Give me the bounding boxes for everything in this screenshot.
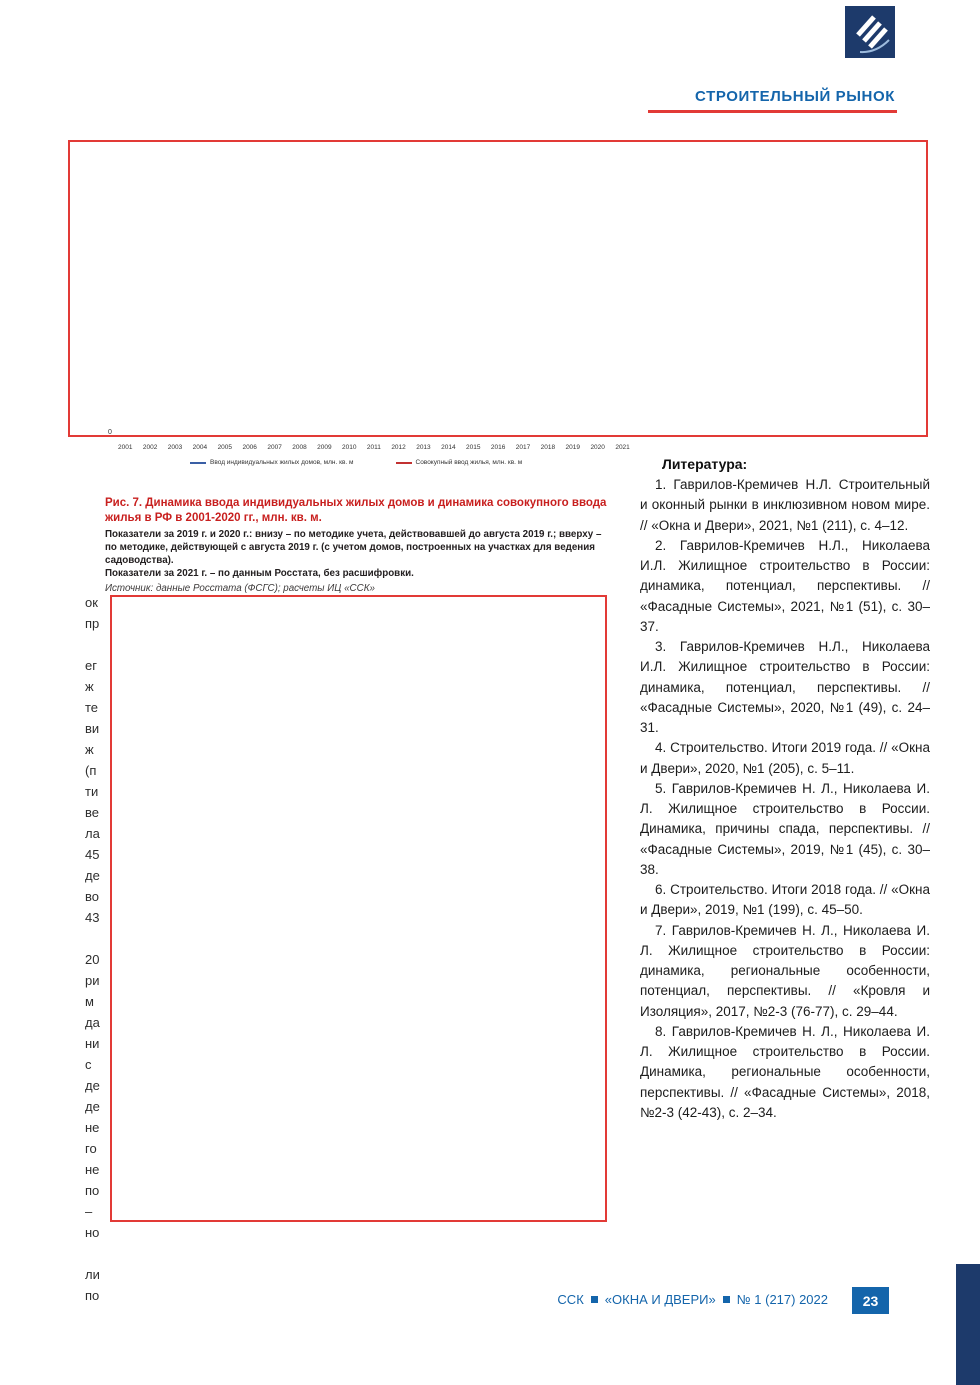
body-text-line-fragment: де (85, 1078, 100, 1093)
body-text-line-fragment: те (85, 700, 99, 715)
body-text-line-fragment: де (85, 868, 100, 883)
body-text-line-fragment: с (85, 1057, 92, 1072)
x-axis-tick-label: 2009 (317, 444, 332, 451)
body-text-line-fragment: не (85, 1120, 100, 1135)
references-list (640, 475, 930, 1123)
legend-label: Совокупный ввод жилья, млн. кв. м (415, 459, 523, 466)
publisher-logo (845, 6, 895, 58)
body-text-line-fragment: во (85, 889, 99, 904)
body-text-line-fragment: 20 (85, 952, 100, 967)
body-text-line-fragment: пр (85, 616, 100, 631)
body-text-line-fragment: не (85, 1162, 100, 1177)
figure-note-2: Показатели за 2021 г. – по данным Росстата, без расшифровки. (105, 567, 414, 579)
reference-item: 2. Гаврилов-Кремичев Н.Л., Николаева И.Л. Жилищное строительство в России: динамика, потенциал, перспективы. // «Фасадные Системы», 2021, №1 (51), с. 30–37. (640, 537, 930, 634)
x-axis-tick-label: 2011 (366, 444, 381, 451)
x-axis-tick-label: 2010 (342, 444, 357, 451)
chart-x-axis-labels (118, 444, 630, 451)
x-axis-tick-label: 2007 (267, 444, 282, 451)
x-axis-tick-label: 2012 (391, 444, 406, 451)
body-text-line-fragment: 45 (85, 847, 100, 862)
x-axis-tick-label: 2008 (292, 444, 307, 451)
body-text-line-fragment: – (85, 1204, 93, 1219)
figure-source: Источник: данные Росстата (ФСГС); расчеты ИЦ «ССК» (105, 582, 375, 594)
x-axis-tick-label: 2021 (615, 444, 630, 451)
body-text-line-fragment: по (85, 1183, 100, 1198)
figure-note-1: Показатели за 2019 г. и 2020 г.: внизу – по методике учета, действовавшей до августа 2019 г.; вверху – по методике, действующей с августа 2019 г. (с учетом домов, построенных на участках для ведения садоводства). (105, 528, 602, 566)
x-axis-tick-label: 2003 (167, 444, 183, 451)
reference-item: 1. Гаврилов-Кремичев Н.Л. Строительный и оконный рынки в инклюзивном новом мире. // «Окна и Двери», 2021, №1 (211), с. 4–12. (640, 477, 930, 533)
body-text-line-fragment: ли (85, 1267, 100, 1282)
body-text-line-fragment (85, 928, 110, 949)
footer-issue: № 1 (217) 2022 (736, 1292, 828, 1307)
body-text-line-fragment: да (85, 1015, 100, 1030)
x-axis-tick-label: 2019 (565, 444, 581, 451)
footer-journal: ССК (557, 1292, 584, 1307)
x-axis-tick-label: 2020 (590, 444, 605, 451)
reference-item: 3. Гаврилов-Кремичев Н.Л., Николаева И.Л. Жилищное строительство в России: динамика, потенциал, перспективы. // «Фасадные Системы», 2020, №1 (49), с. 24–31. (640, 639, 930, 735)
body-text-line-fragment: ег (85, 658, 97, 673)
body-redaction-box (110, 595, 607, 1222)
x-axis-tick-label: 2013 (416, 444, 431, 451)
body-text-line-fragment: 43 (85, 910, 100, 925)
body-text-line-fragment: ла (85, 826, 100, 841)
legend-line-swatch (190, 462, 206, 464)
body-text-line-fragment (85, 634, 110, 655)
body-text-line-fragment: ж (85, 679, 94, 694)
reference-item: 8. Гаврилов-Кремичев Н. Л., Николаева И. Л. Жилищное строительство в России. Динамика, региональные особенности, перспективы. // «Фасадные Системы», 2018, №2-3 (42-43), с. 2–34. (640, 1023, 930, 1120)
body-text-line-fragment: (п (85, 763, 97, 778)
chart-legend (190, 459, 522, 466)
figure-caption (105, 496, 611, 594)
x-axis-tick-label: 2018 (540, 444, 556, 451)
body-text-line-fragment: ж (85, 742, 94, 757)
x-axis-tick-label: 2016 (490, 444, 506, 451)
body-text-line-fragment: ни (85, 1036, 100, 1051)
footer-separator-square (723, 1296, 730, 1303)
legend-line-swatch (396, 462, 412, 464)
reference-item: 6. Строительство. Итоги 2018 года. // «Окна и Двери», 2019, №1 (199), с. 45–50. (640, 882, 930, 918)
legend-entry (396, 459, 523, 466)
figure-title: Рис. 7. Динамика ввода индивидуальных жилых домов и динамика совокупного ввода жилья в РФ в 2001-2020 гг., млн. кв. м. (105, 497, 607, 524)
section-title: СТРОИТЕЛЬНЫЙ РЫНОК (695, 88, 895, 105)
reference-item: 4. Строительство. Итоги 2019 года. // «Окна и Двери», 2020, №1 (205), с. 5–11. (640, 740, 930, 776)
body-text-line-fragment: де (85, 1099, 100, 1114)
body-text-line-fragment: ве (85, 805, 99, 820)
body-text-line-fragment (85, 1243, 110, 1264)
footer-separator-square (591, 1296, 598, 1303)
body-text-line-fragment: ти (85, 784, 99, 799)
x-axis-tick-label: 2015 (465, 444, 481, 451)
x-axis-tick-label: 2005 (217, 444, 233, 451)
legend-label: Ввод индивидуальных жилых домов, млн. кв. м (210, 459, 354, 466)
body-text-line-fragment: по (85, 1288, 100, 1303)
right-edge-bar (956, 1264, 980, 1385)
x-axis-tick-label: 2002 (142, 444, 158, 451)
body-text-line-fragment: но (85, 1225, 100, 1240)
body-text-line-fragment: м (85, 994, 94, 1009)
references-column (640, 456, 930, 1123)
legend-entry (190, 459, 354, 466)
page-number-badge: 23 (852, 1287, 889, 1314)
x-axis-tick-label: 2006 (242, 444, 257, 451)
chart-redaction-box (68, 140, 928, 437)
chart-axis-origin-label: 0 (108, 429, 112, 436)
page-footer (557, 1292, 828, 1307)
x-axis-tick-label: 2014 (441, 444, 456, 451)
body-text-line-fragment: ви (85, 721, 100, 736)
body-text-line-fragment: ри (85, 973, 100, 988)
x-axis-tick-label: 2004 (192, 444, 208, 451)
body-text-line-fragment: ок (85, 595, 98, 610)
section-title-rule (648, 110, 897, 113)
reference-item: 5. Гаврилов-Кремичев Н. Л., Николаева И. Л. Жилищное строительство в России. Динамика, причины спада, перспективы. // «Фасадные Системы», 2019, №1 (45), с. 30–38. (640, 780, 930, 877)
footer-magazine-title: «ОКНА И ДВЕРИ» (604, 1292, 716, 1307)
references-heading: Литература: (662, 456, 748, 472)
body-text-line-fragment: го (85, 1141, 97, 1156)
publisher-logo-icon (845, 6, 895, 58)
body-text-fragments (85, 592, 110, 1306)
x-axis-tick-label: 2017 (515, 444, 531, 451)
x-axis-tick-label: 2001 (118, 444, 133, 451)
reference-item: 7. Гаврилов-Кремичев Н. Л., Николаева И. Л. Жилищное строительство в России: динамика, региональные особенности, потенциал, перспективы. // «Кровля и Изоляция», 2017, №2-3 (76-77), с. 29–44. (640, 922, 930, 1019)
